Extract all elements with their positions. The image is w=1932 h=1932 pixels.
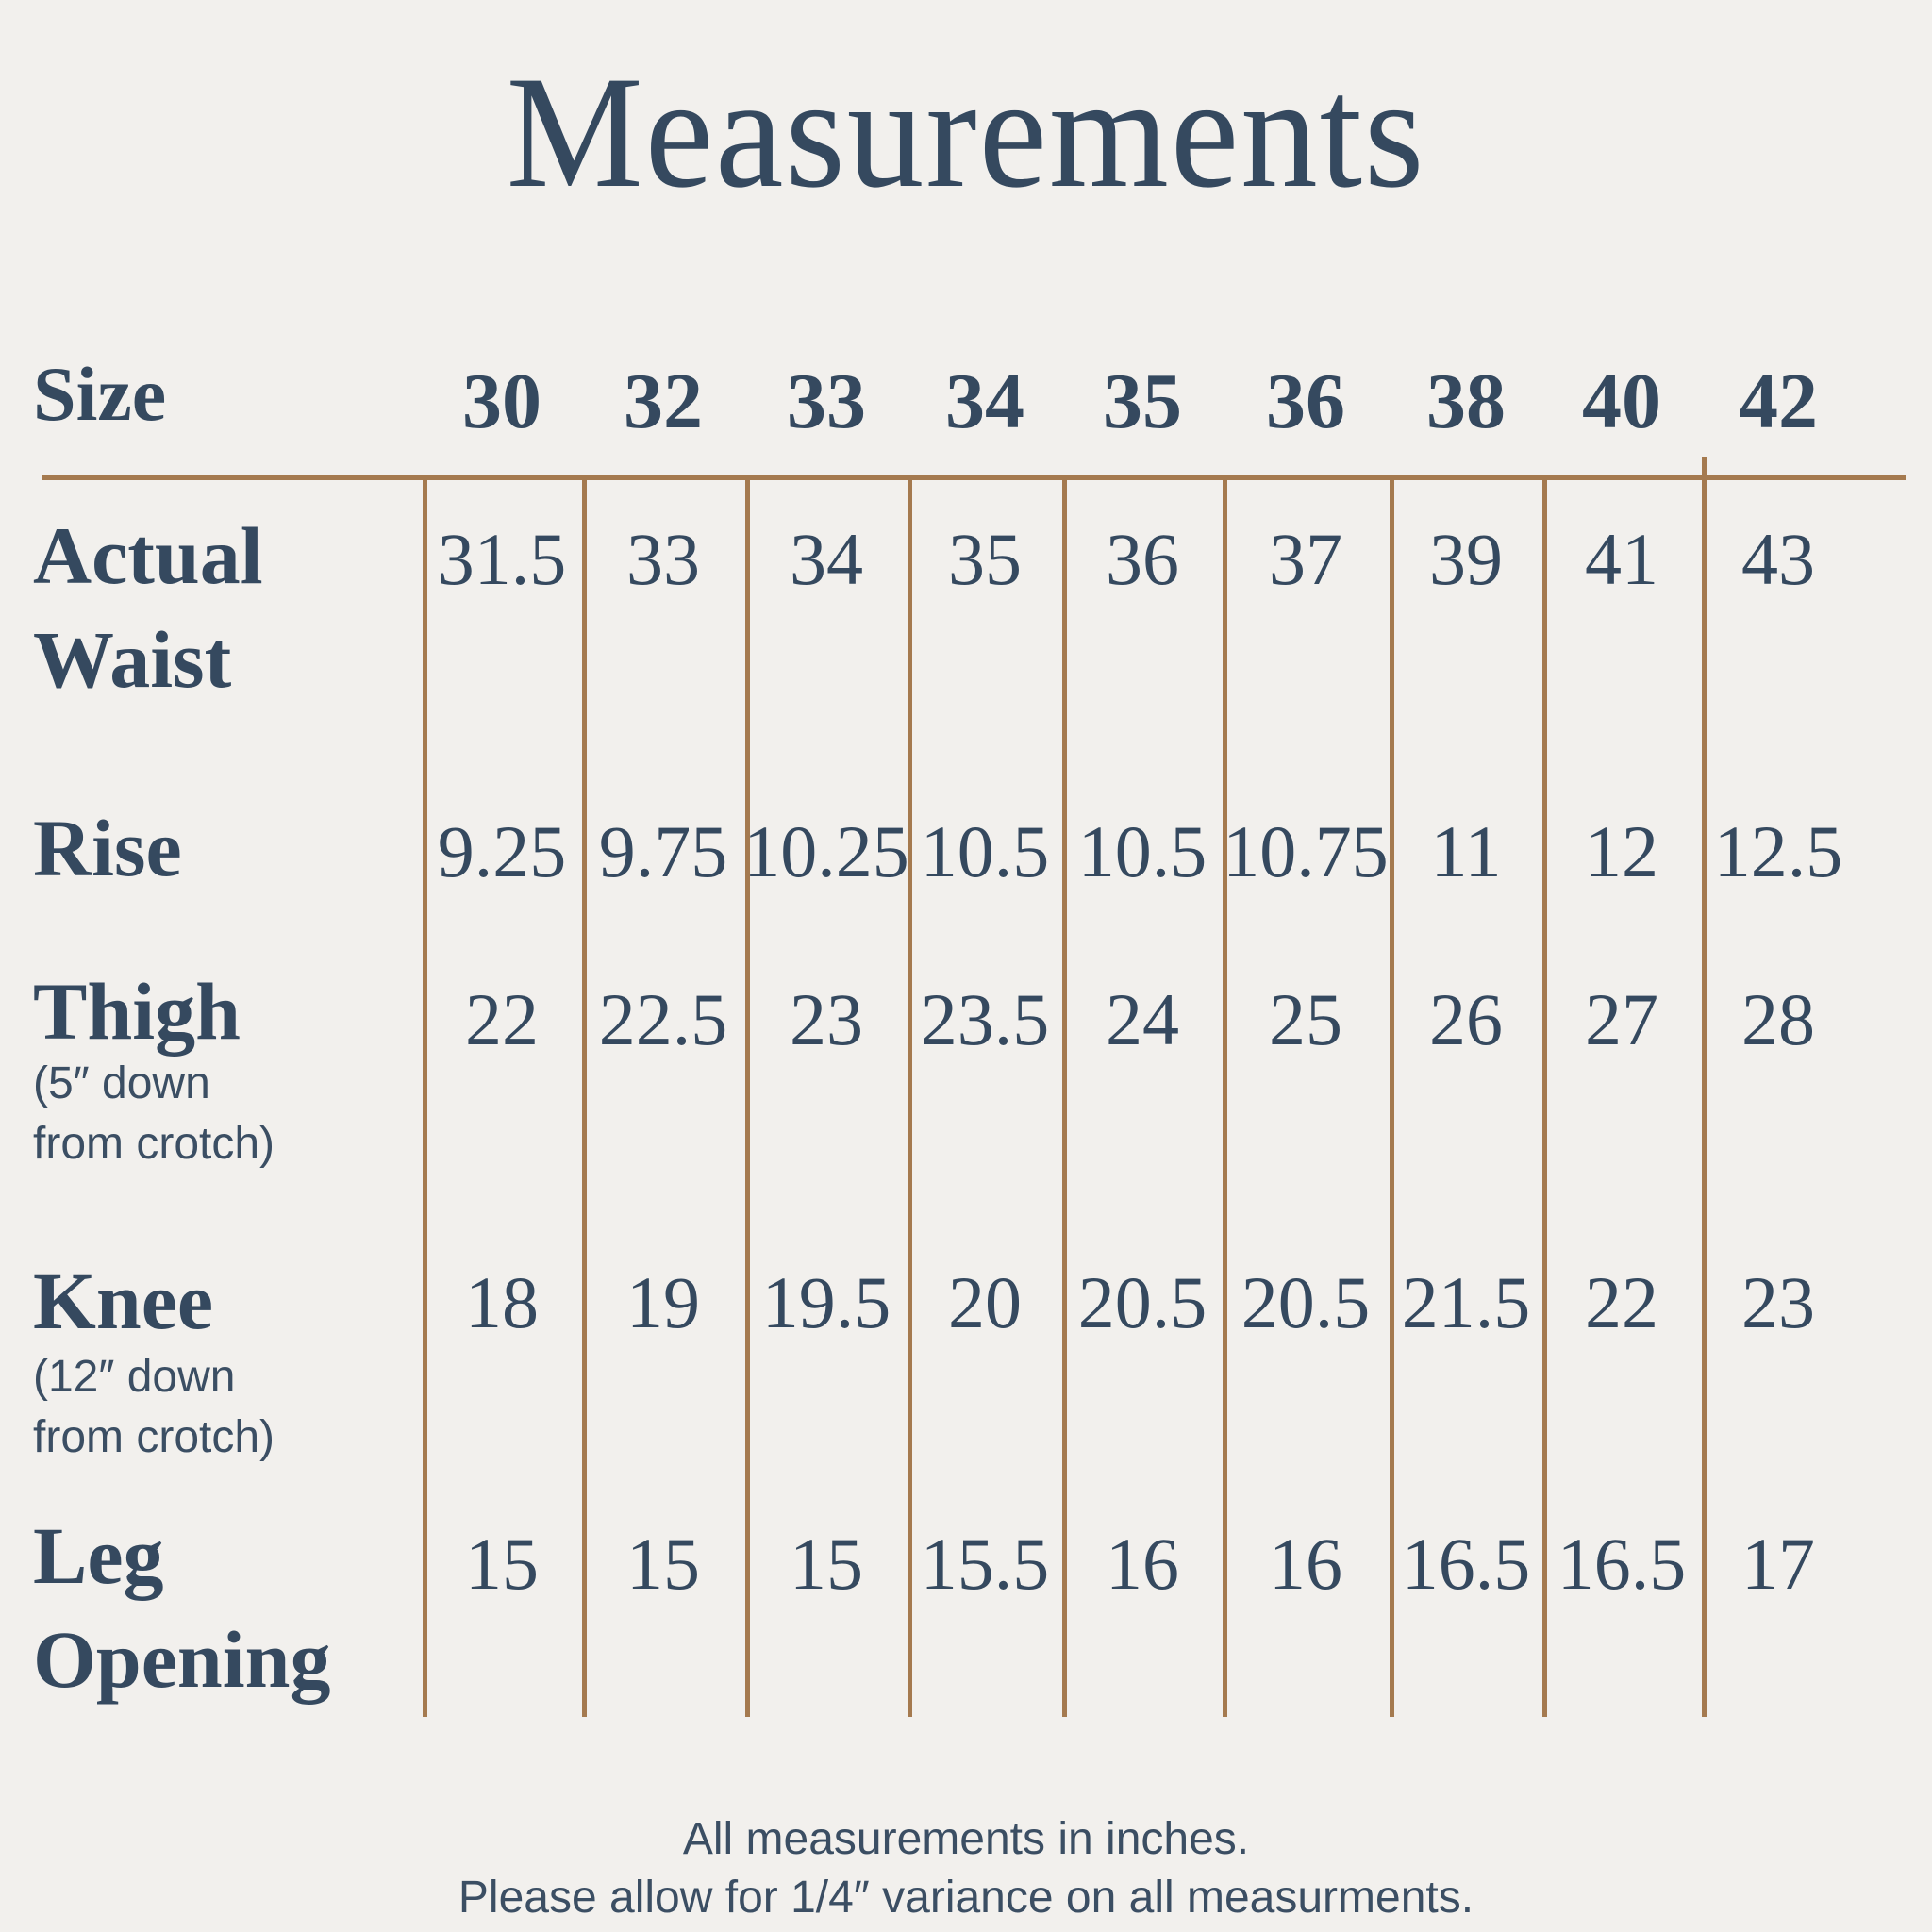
cell-value: 25 bbox=[1269, 978, 1342, 1060]
cell-value: 20.5 bbox=[1241, 1261, 1371, 1343]
column-divider bbox=[1062, 479, 1067, 1717]
row-sublabel-line: (5″ down bbox=[33, 1058, 210, 1108]
cell-value: 33 bbox=[626, 518, 700, 600]
row-sublabel bbox=[33, 1054, 275, 1174]
row-label-line: Leg bbox=[33, 1510, 164, 1601]
cell-value: 20.5 bbox=[1077, 1261, 1208, 1343]
cell-value: 16 bbox=[1106, 1523, 1179, 1605]
cell-value: 41 bbox=[1585, 518, 1658, 600]
cell-value: 34 bbox=[790, 518, 863, 600]
cell-value: 11 bbox=[1430, 810, 1502, 892]
column-divider bbox=[1542, 479, 1547, 1717]
cell-value: 10.5 bbox=[1077, 810, 1208, 892]
row-label-line: Thigh bbox=[33, 966, 241, 1057]
cell-value: 12 bbox=[1585, 810, 1658, 892]
size-header-42: 42 bbox=[1739, 358, 1818, 445]
cell-value: 18 bbox=[465, 1261, 539, 1343]
row-label-line: Rise bbox=[33, 803, 182, 893]
row-label-line: Actual bbox=[33, 510, 263, 601]
cell-value: 39 bbox=[1429, 518, 1503, 600]
footer-note-variance: Please allow for 1/4″ variance on all measurments. bbox=[458, 1873, 1474, 1923]
cell-value: 19.5 bbox=[761, 1261, 891, 1343]
size-header-34: 34 bbox=[945, 358, 1024, 445]
column-divider bbox=[1702, 457, 1707, 1717]
row-label-line: Opening bbox=[33, 1614, 331, 1705]
cell-value: 23 bbox=[790, 978, 863, 1060]
cell-value: 43 bbox=[1741, 518, 1815, 600]
cell-value: 19 bbox=[626, 1261, 700, 1343]
cell-value: 37 bbox=[1269, 518, 1342, 600]
row-label-actual-waist bbox=[33, 504, 263, 711]
cell-value: 16.5 bbox=[1401, 1523, 1531, 1605]
cell-value: 10.5 bbox=[920, 810, 1050, 892]
cell-value: 10.25 bbox=[743, 810, 909, 892]
row-sublabel-line: (12″ down bbox=[33, 1352, 236, 1402]
row-label-line: Knee bbox=[33, 1256, 214, 1346]
cell-value: 22 bbox=[1585, 1261, 1658, 1343]
row-sublabel-line: from crotch) bbox=[33, 1119, 275, 1169]
cell-value: 16 bbox=[1269, 1523, 1342, 1605]
cell-value: 9.75 bbox=[598, 810, 728, 892]
size-header-38: 38 bbox=[1426, 358, 1506, 445]
cell-value: 26 bbox=[1429, 978, 1503, 1060]
column-divider bbox=[908, 479, 912, 1717]
cell-value: 23 bbox=[1741, 1261, 1815, 1343]
row-sublabel-line: from crotch) bbox=[33, 1412, 275, 1462]
column-divider bbox=[423, 479, 427, 1717]
page-title: Measurements bbox=[506, 43, 1426, 221]
cell-value: 17 bbox=[1741, 1523, 1815, 1605]
cell-value: 21.5 bbox=[1401, 1261, 1531, 1343]
cell-value: 16.5 bbox=[1557, 1523, 1687, 1605]
cell-value: 15 bbox=[790, 1523, 863, 1605]
cell-value: 20 bbox=[948, 1261, 1022, 1343]
cell-value: 15 bbox=[626, 1523, 700, 1605]
size-header-32: 32 bbox=[624, 358, 703, 445]
row-sublabel bbox=[33, 1347, 275, 1468]
cell-value: 15.5 bbox=[920, 1523, 1050, 1605]
row-label-thigh bbox=[33, 959, 241, 1063]
cell-value: 27 bbox=[1585, 978, 1658, 1060]
size-header-36: 36 bbox=[1266, 358, 1345, 445]
cell-value: 36 bbox=[1106, 518, 1179, 600]
cell-value: 22.5 bbox=[598, 978, 728, 1060]
cell-value: 23.5 bbox=[920, 978, 1050, 1060]
size-header-33: 33 bbox=[787, 358, 866, 445]
size-header-30: 30 bbox=[462, 358, 541, 445]
column-divider bbox=[745, 479, 750, 1717]
cell-value: 22 bbox=[465, 978, 539, 1060]
size-header-40: 40 bbox=[1582, 358, 1661, 445]
row-label-line: Waist bbox=[33, 614, 232, 705]
size-header-35: 35 bbox=[1103, 358, 1182, 445]
cell-value: 15 bbox=[465, 1523, 539, 1605]
header-rule bbox=[42, 475, 1906, 480]
column-divider bbox=[582, 479, 587, 1717]
cell-value: 35 bbox=[948, 518, 1022, 600]
column-divider bbox=[1223, 479, 1227, 1717]
cell-value: 28 bbox=[1741, 978, 1815, 1060]
size-column-header: Size bbox=[33, 351, 167, 437]
cell-value: 10.75 bbox=[1223, 810, 1389, 892]
cell-value: 12.5 bbox=[1713, 810, 1843, 892]
cell-value: 24 bbox=[1106, 978, 1179, 1060]
cell-value: 9.25 bbox=[437, 810, 567, 892]
row-label-knee bbox=[33, 1249, 213, 1353]
row-label-leg-opening bbox=[33, 1504, 330, 1711]
row-label-rise bbox=[33, 796, 182, 900]
column-divider bbox=[1390, 479, 1394, 1717]
cell-value: 31.5 bbox=[437, 518, 567, 600]
footer-note-units: All measurements in inches. bbox=[682, 1814, 1250, 1864]
